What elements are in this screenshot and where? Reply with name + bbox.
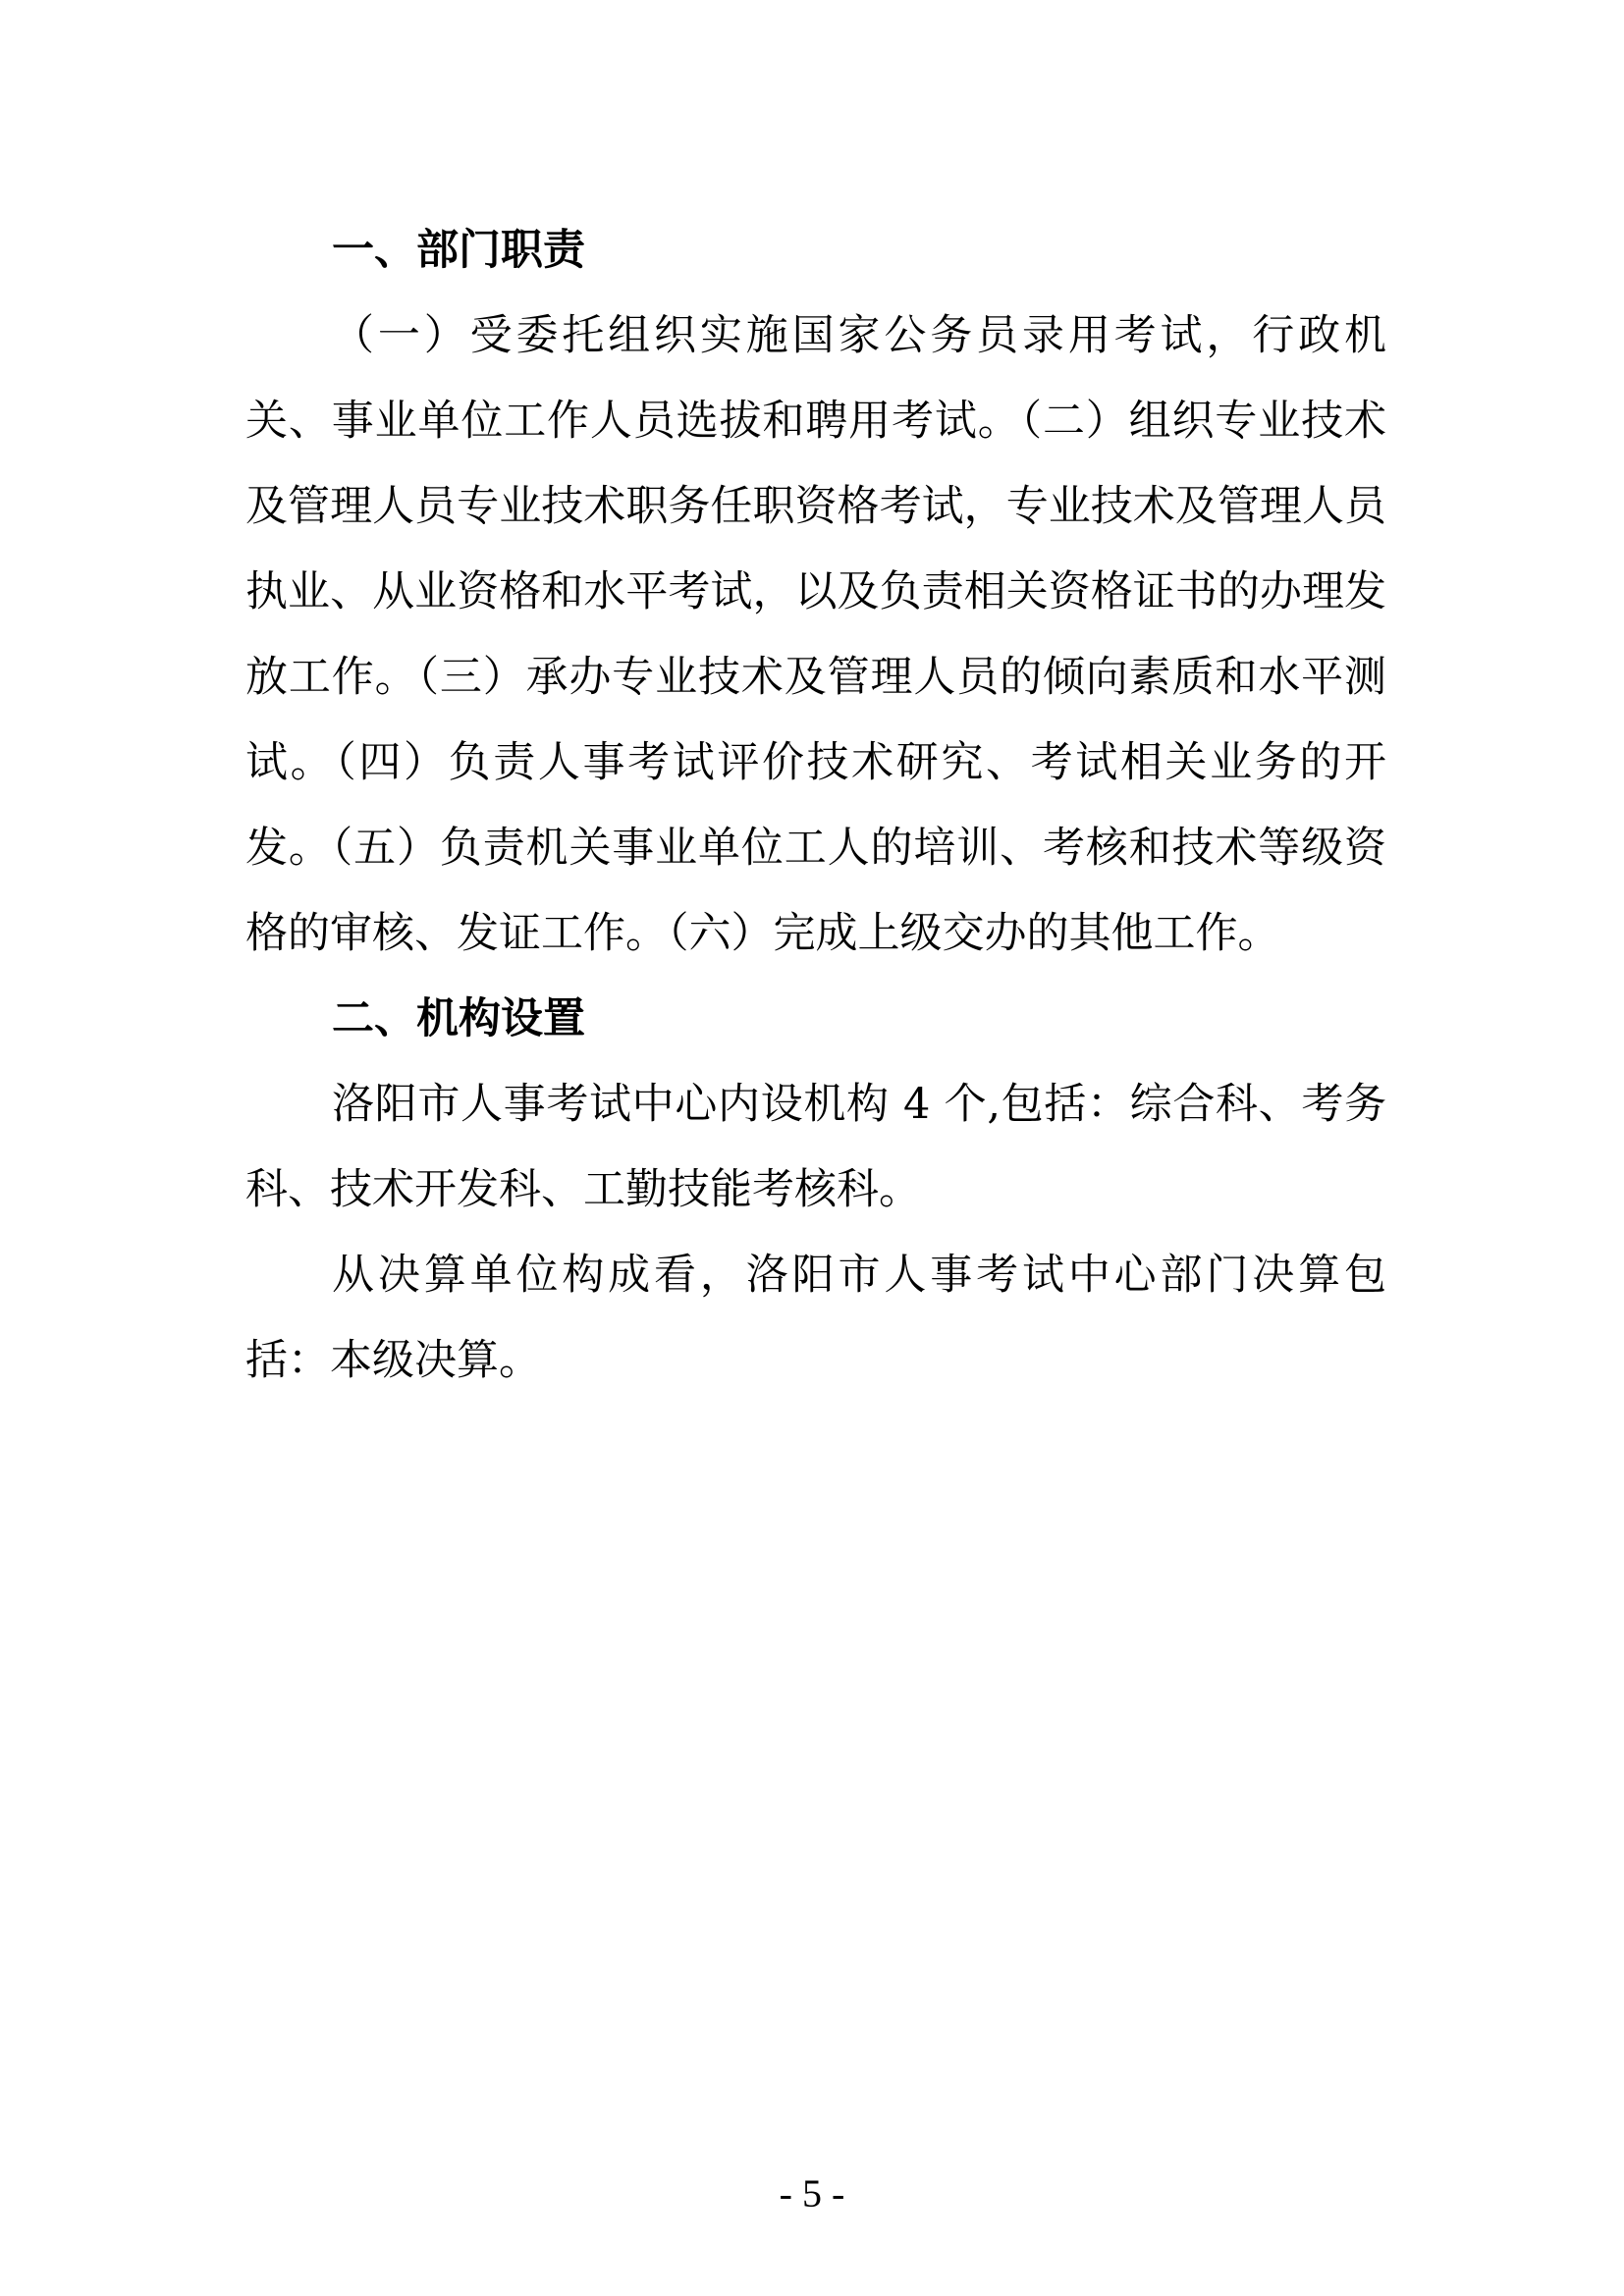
section-heading-organization-setup: 二、机构设置 bbox=[332, 994, 585, 1043]
page-number: - 5 - bbox=[779, 2171, 845, 2216]
section-heading-department-duties: 一、部门职责 bbox=[332, 226, 585, 275]
organization-paragraph: 洛阳市人事考试中心内设机构 4 个,包括：综合科、考务科、技术开发科、工勤技能考核科。 bbox=[245, 1080, 1386, 1214]
duties-paragraph: （一）受委托组织实施国家公务员录用考试，行政机关、事业单位工作人员选拔和聘用考试。（二）组织专业技术及管理人员专业技术职务任职资格考试，专业技术及管理人员执业、从业资格和水平考试，以及负责相关资格证书的办理发放工作。（三）承办专业技术及管理人员的倾向素质和水平测试。（四）负责人事考试评价技术研究、考试相关业务的开发。（五）负责机关事业单位工人的培训、考核和技术等级资格的审核、发证工作。（六）完成上级交办的其他工作。 bbox=[245, 311, 1386, 958]
budget-composition-paragraph: 从决算单位构成看，洛阳市人事考试中心部门决算包括：本级决算。 bbox=[245, 1251, 1386, 1385]
page-content bbox=[245, 208, 1386, 1404]
